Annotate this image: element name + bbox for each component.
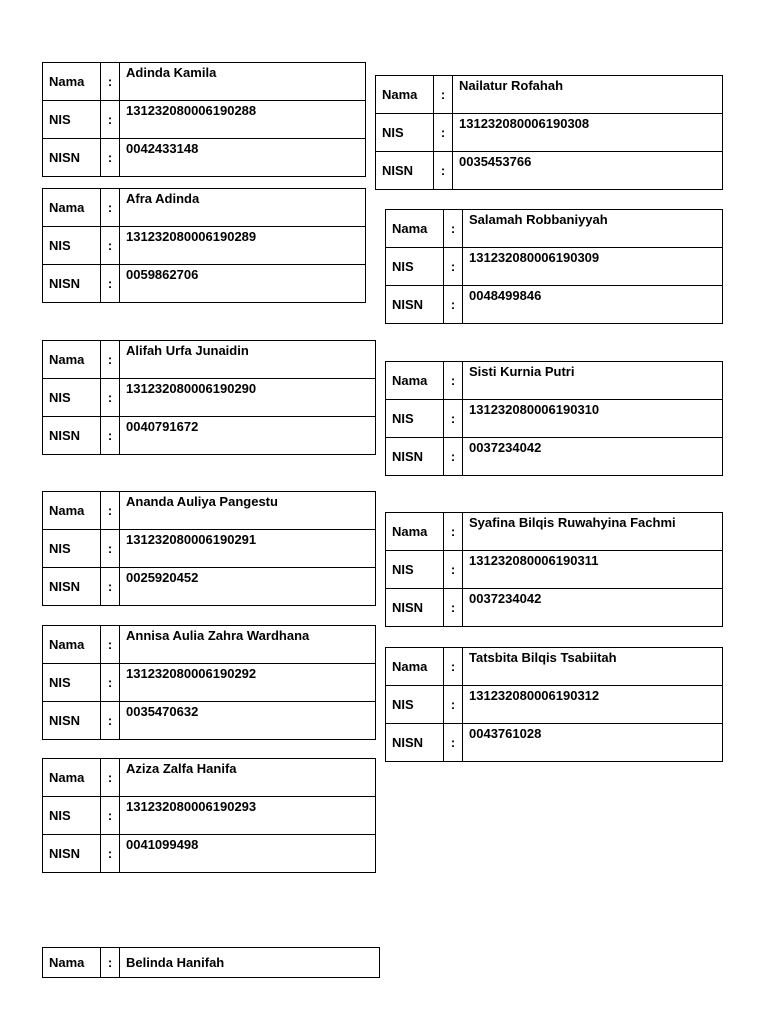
nisn-value: 0041099498	[126, 837, 199, 852]
colon: :	[444, 589, 463, 626]
colon: :	[444, 724, 463, 761]
colon: :	[101, 530, 120, 567]
nis-label: NIS	[43, 797, 101, 834]
nis-row	[43, 226, 365, 264]
nis-row	[376, 113, 722, 151]
nama-label: Nama	[376, 76, 434, 113]
colon: :	[101, 139, 120, 176]
nis-value: 131232080006190289	[126, 229, 257, 244]
nama-value: Ananda Auliya Pangestu	[126, 494, 278, 509]
colon: :	[101, 101, 120, 138]
nisn-row	[386, 285, 722, 323]
student-card	[42, 340, 376, 455]
nama-value: Afra Adinda	[126, 191, 200, 206]
colon: :	[101, 664, 120, 701]
nis-value: 131232080006190293	[126, 799, 257, 814]
colon: :	[444, 286, 463, 323]
nama-row	[386, 362, 722, 399]
nisn-label: NISN	[386, 286, 444, 323]
colon: :	[101, 265, 120, 302]
colon: :	[444, 648, 463, 685]
colon: :	[444, 362, 463, 399]
nisn-label: NISN	[376, 152, 434, 189]
nisn-value: 0059862706	[126, 267, 199, 282]
nama-row	[43, 63, 365, 100]
nisn-value: 0025920452	[126, 570, 199, 585]
nisn-label: NISN	[386, 589, 444, 626]
nama-value: Belinda Hanifah	[126, 955, 225, 970]
nama-row	[43, 759, 375, 796]
nisn-row	[386, 437, 722, 475]
student-card	[375, 75, 723, 190]
nis-value: 131232080006190312	[469, 688, 600, 703]
nisn-label: NISN	[43, 139, 101, 176]
colon: :	[101, 341, 120, 378]
nama-row	[43, 189, 365, 226]
nis-row	[43, 100, 365, 138]
nisn-value: 0043761028	[469, 726, 542, 741]
nisn-label: NISN	[43, 417, 101, 454]
nisn-row	[376, 151, 722, 189]
nama-value: Syafina Bilqis Ruwahyina Fachmi	[469, 515, 676, 530]
colon: :	[434, 152, 453, 189]
nis-row	[43, 796, 375, 834]
student-card	[385, 647, 723, 762]
colon: :	[101, 417, 120, 454]
nisn-label: NISN	[43, 265, 101, 302]
nama-row	[386, 648, 722, 685]
nama-value: Salamah Robbaniyyah	[469, 212, 608, 227]
nis-label: NIS	[386, 551, 444, 588]
student-card	[42, 188, 366, 303]
student-card	[385, 512, 723, 627]
nama-label: Nama	[386, 362, 444, 399]
nis-label: NIS	[43, 101, 101, 138]
colon: :	[101, 835, 120, 872]
colon: :	[101, 797, 120, 834]
nisn-label: NISN	[43, 568, 101, 605]
colon: :	[444, 686, 463, 723]
nis-row	[386, 399, 722, 437]
nis-value: 131232080006190310	[469, 402, 600, 417]
nisn-row	[386, 723, 722, 761]
nisn-row	[386, 588, 722, 626]
nisn-row	[43, 264, 365, 302]
nis-row	[43, 663, 375, 701]
colon: :	[101, 227, 120, 264]
nis-value: 131232080006190290	[126, 381, 257, 396]
colon: :	[444, 438, 463, 475]
nisn-value: 0048499846	[469, 288, 542, 303]
colon: :	[434, 114, 453, 151]
nis-label: NIS	[386, 686, 444, 723]
nisn-value: 0035453766	[459, 154, 532, 169]
nama-label: Nama	[386, 513, 444, 550]
nis-row	[43, 529, 375, 567]
nis-row	[386, 247, 722, 285]
nis-value: 131232080006190292	[126, 666, 257, 681]
colon: :	[101, 492, 120, 529]
student-card	[385, 209, 723, 324]
nis-row	[386, 685, 722, 723]
colon: :	[434, 76, 453, 113]
nis-label: NIS	[386, 248, 444, 285]
nama-label: Nama	[43, 341, 101, 378]
nama-label: Nama	[386, 648, 444, 685]
colon: :	[444, 551, 463, 588]
nis-label: NIS	[43, 227, 101, 264]
nisn-label: NISN	[43, 702, 101, 739]
student-card	[42, 625, 376, 740]
nisn-value: 0042433148	[126, 141, 199, 156]
nama-value: Sisti Kurnia Putri	[469, 364, 575, 379]
colon: :	[444, 400, 463, 437]
colon: :	[101, 63, 120, 100]
nama-row	[43, 626, 375, 663]
colon: :	[101, 189, 120, 226]
colon: :	[444, 248, 463, 285]
colon: :	[444, 513, 463, 550]
nama-row	[43, 341, 375, 378]
nisn-value: 0037234042	[469, 591, 542, 606]
nama-label: Nama	[43, 63, 101, 100]
colon: :	[101, 759, 120, 796]
nama-value: Adinda Kamila	[126, 65, 217, 80]
nis-value: 131232080006190288	[126, 103, 257, 118]
nis-label: NIS	[43, 530, 101, 567]
nama-value: Annisa Aulia Zahra Wardhana	[126, 628, 310, 643]
nisn-row	[43, 701, 375, 739]
colon: :	[101, 702, 120, 739]
nis-label: NIS	[376, 114, 434, 151]
nis-label: NIS	[43, 664, 101, 701]
nama-label: Nama	[43, 626, 101, 663]
nisn-value: 0037234042	[469, 440, 542, 455]
nama-row	[386, 210, 722, 247]
nis-label: NIS	[43, 379, 101, 416]
nama-label: Nama	[43, 492, 101, 529]
nama-value: Alifah Urfa Junaidin	[126, 343, 249, 358]
nis-value: 131232080006190309	[469, 250, 600, 265]
colon: :	[444, 210, 463, 247]
nama-label: Nama	[43, 189, 101, 226]
nisn-label: NISN	[43, 835, 101, 872]
nama-label: Nama	[386, 210, 444, 247]
nama-row	[386, 513, 722, 550]
nisn-value: 0035470632	[126, 704, 199, 719]
student-card	[42, 491, 376, 606]
nis-row	[43, 378, 375, 416]
nama-value: Tatsbita Bilqis Tsabiitah	[469, 650, 617, 665]
student-card	[42, 62, 366, 177]
nama-row	[43, 948, 379, 977]
nama-label: Nama	[43, 948, 101, 977]
nisn-row	[43, 567, 375, 605]
nama-row	[376, 76, 722, 113]
nisn-label: NISN	[386, 724, 444, 761]
nama-value: Nailatur Rofahah	[459, 78, 564, 93]
colon: :	[101, 948, 120, 977]
nis-value: 131232080006190308	[459, 116, 590, 131]
nis-label: NIS	[386, 400, 444, 437]
nisn-row	[43, 138, 365, 176]
nisn-row	[43, 416, 375, 454]
colon: :	[101, 568, 120, 605]
nisn-label: NISN	[386, 438, 444, 475]
nis-row	[386, 550, 722, 588]
student-card	[42, 947, 380, 978]
student-card	[385, 361, 723, 476]
nama-row	[43, 492, 375, 529]
nisn-value: 0040791672	[126, 419, 199, 434]
nis-value: 131232080006190291	[126, 532, 257, 547]
colon: :	[101, 379, 120, 416]
student-card	[42, 758, 376, 873]
nama-label: Nama	[43, 759, 101, 796]
colon: :	[101, 626, 120, 663]
nisn-row	[43, 834, 375, 872]
nis-value: 131232080006190311	[469, 553, 599, 568]
nama-value: Aziza Zalfa Hanifa	[126, 761, 237, 776]
